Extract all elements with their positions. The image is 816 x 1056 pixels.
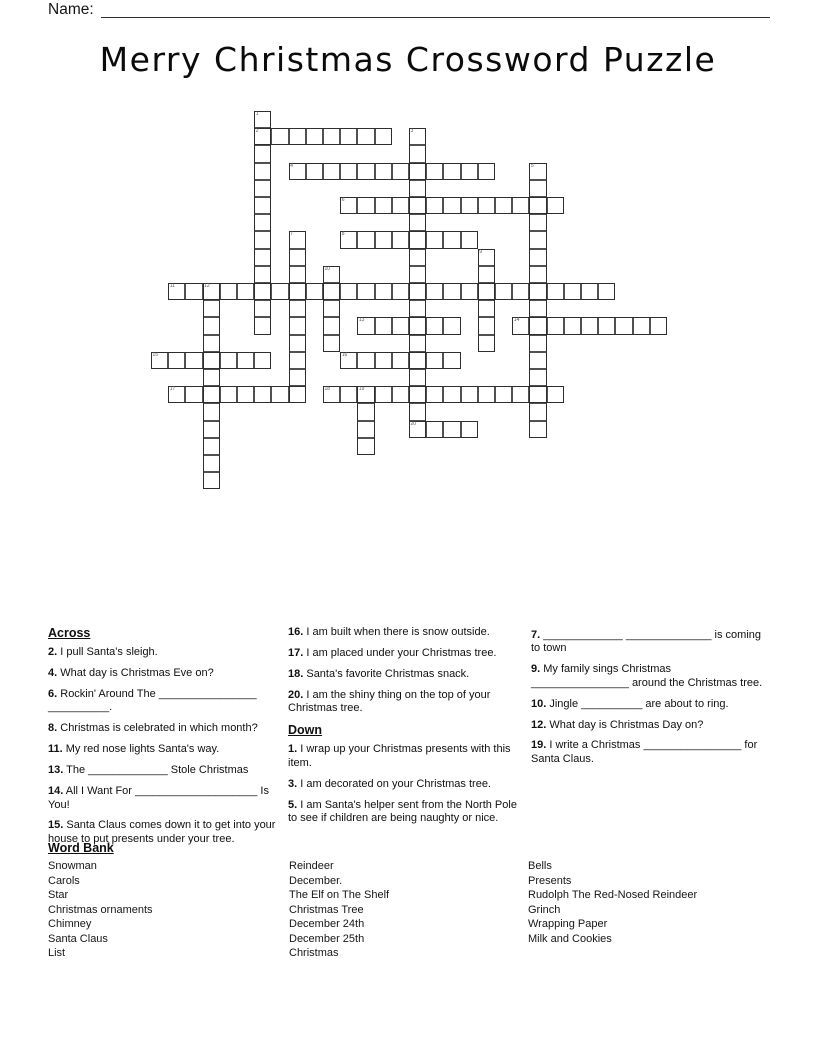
grid-cell [237, 352, 254, 369]
clue-12 [531, 719, 763, 732]
grid-cell [426, 231, 443, 248]
clue-text: I am the shiny thing on the top of your Christmas tree. [288, 688, 491, 715]
grid-cell [254, 300, 271, 317]
grid-cell [254, 163, 271, 180]
grid-cell [478, 335, 495, 352]
grid-cell [409, 266, 426, 283]
word-bank-item: Rudolph The Red-Nosed Reindeer [528, 889, 698, 902]
grid-cell [220, 352, 237, 369]
cell-number-9: 9 [479, 248, 483, 255]
grid-cell [495, 197, 512, 214]
grid-cell [357, 231, 374, 248]
clue-4 [48, 667, 288, 680]
grid-cell [392, 352, 409, 369]
grid-cell [375, 283, 392, 300]
cell-number-11: 11 [169, 283, 175, 289]
grid-cell [323, 128, 340, 145]
grid-cell [271, 386, 288, 403]
cell-number-15: 15 [152, 351, 159, 358]
clue-9 [531, 663, 763, 690]
clue-text: Jingle __________ are about to ring. [546, 697, 729, 710]
word-bank-item: Santa Claus [48, 932, 108, 945]
grid-cell [529, 403, 546, 420]
cell-number-7: 7 [290, 231, 293, 238]
grid-cell [633, 317, 650, 334]
name-label: Name: [48, 1, 94, 18]
grid-cell [409, 300, 426, 317]
clue-text: All I Want For ____________________ Is You! [48, 785, 269, 811]
grid-cell [547, 283, 564, 300]
grid-cell [461, 421, 478, 438]
word-bank-item: The Elf on The Shelf [289, 889, 390, 902]
grid-cell [254, 386, 271, 403]
grid-cell [409, 231, 426, 248]
grid-cell [529, 335, 546, 352]
grid-cell [547, 386, 564, 403]
clue-text: Santa Claus comes down it to get into your house to put presents under your tree. [48, 819, 276, 845]
word-bank-item: Carols [48, 874, 80, 887]
grid-cell [357, 197, 374, 214]
grid-cell [271, 128, 288, 145]
grid-cell [409, 197, 426, 214]
grid-cell [426, 197, 443, 214]
grid-cell [461, 163, 478, 180]
clue-13 [48, 764, 288, 777]
clue-number: 7. [531, 629, 541, 641]
grid-cell [478, 163, 495, 180]
clue-16 [288, 626, 522, 639]
grid-cell [254, 145, 271, 162]
grid-cell [426, 352, 443, 369]
crossword-grid [151, 111, 668, 491]
grid-cell [289, 386, 306, 403]
grid-cell [443, 386, 460, 403]
clue-number: 16. [288, 626, 304, 638]
grid-cell [357, 403, 374, 420]
cell-number-14: 14 [513, 317, 520, 324]
grid-cell [203, 369, 220, 386]
word-bank-column-3 [528, 859, 768, 946]
clue-text: Rockin' Around The ________________ __________. [48, 688, 257, 714]
grid-cell [495, 386, 512, 403]
grid-cell [185, 283, 202, 300]
grid-cell [512, 386, 529, 403]
grid-cell [375, 386, 392, 403]
grid-cell [581, 283, 598, 300]
clue-7 [531, 629, 763, 656]
cell-number-10: 10 [324, 265, 331, 272]
grid-cell [323, 335, 340, 352]
clue-column-middle [288, 626, 522, 833]
grid-cell [289, 300, 306, 317]
grid-cell [289, 266, 306, 283]
clue-number: 18. [288, 667, 304, 680]
cell-number-20: 20 [410, 420, 417, 427]
grid-cell [203, 421, 220, 438]
cell-number-19: 19 [358, 386, 365, 393]
grid-cell [392, 197, 409, 214]
grid-cell [426, 421, 443, 438]
grid-cell [426, 283, 443, 300]
cell-number-12: 12 [204, 283, 210, 289]
grid-cell [168, 352, 185, 369]
grid-cell [529, 421, 546, 438]
grid-cell [340, 386, 357, 403]
grid-cell [392, 317, 409, 334]
grid-cell [409, 335, 426, 352]
grid-cell [478, 317, 495, 334]
grid-cell [254, 283, 271, 300]
grid-cell [478, 300, 495, 317]
clue-11 [48, 743, 288, 756]
clue-number: 13. [48, 764, 64, 777]
clue-8 [48, 722, 288, 735]
cell-number-1: 1 [255, 111, 259, 117]
clue-20 [288, 689, 522, 716]
grid-cell [409, 317, 426, 334]
word-bank-item: Milk and Cookies [528, 932, 612, 945]
name-blank-line [101, 3, 770, 18]
grid-cell [615, 317, 632, 334]
clue-text: I wrap up your Christmas presents with this item. [288, 743, 511, 769]
grid-cell [409, 145, 426, 162]
grid-cell [203, 472, 220, 489]
grid-cell [254, 180, 271, 197]
grid-cell [185, 352, 202, 369]
clue-number: 1. [288, 743, 298, 756]
grid-cell [306, 128, 323, 145]
grid-cell [254, 231, 271, 248]
grid-cell [323, 283, 340, 300]
grid-cell [529, 231, 546, 248]
word-bank-item: Christmas [289, 947, 339, 960]
word-bank-item: Bells [528, 860, 552, 872]
clue-2 [48, 646, 288, 659]
grid-cell [409, 403, 426, 420]
word-bank-column-2 [289, 859, 519, 961]
grid-cell [392, 231, 409, 248]
grid-cell [340, 163, 357, 180]
grid-cell [254, 214, 271, 231]
grid-cell [289, 335, 306, 352]
grid-cell [409, 369, 426, 386]
clue-number: 4. [48, 667, 58, 680]
grid-cell [409, 283, 426, 300]
grid-cell [203, 352, 220, 369]
clue-text: My family sings Christmas ________________ around the Christmas tree. [531, 663, 763, 689]
grid-cell [375, 128, 392, 145]
grid-cell [203, 455, 220, 472]
grid-cell [203, 438, 220, 455]
clue-number: 14. [48, 785, 64, 798]
grid-cell [443, 317, 460, 334]
grid-cell [478, 386, 495, 403]
clue-10 [531, 698, 763, 711]
grid-cell [289, 128, 306, 145]
clue-number: 5. [288, 798, 298, 811]
grid-cell [529, 197, 546, 214]
grid-cell [529, 369, 546, 386]
grid-cell [512, 197, 529, 214]
grid-cell [529, 180, 546, 197]
word-bank-header: Word Bank [48, 841, 114, 855]
clue-3 [288, 778, 522, 791]
grid-cell [254, 317, 271, 334]
grid-cell [306, 283, 323, 300]
clue-14 [48, 785, 288, 812]
grid-cell [357, 128, 374, 145]
clue-number: 2. [48, 646, 58, 659]
word-bank-item: List [48, 947, 66, 960]
clue-header-across: Across [48, 626, 91, 640]
grid-cell [271, 283, 288, 300]
word-bank-item: Wrapping Paper [528, 918, 608, 931]
name-row [48, 2, 770, 18]
grid-cell [598, 317, 615, 334]
clue-text: What day is Christmas Eve on? [57, 667, 214, 680]
cell-number-2: 2 [255, 128, 259, 135]
grid-cell [529, 317, 546, 334]
grid-cell [529, 266, 546, 283]
word-bank-item: Presents [528, 874, 572, 887]
grid-cell [375, 197, 392, 214]
grid-cell [409, 386, 426, 403]
cell-number-17: 17 [169, 386, 176, 393]
grid-cell [512, 283, 529, 300]
cell-number-13: 13 [358, 317, 365, 324]
cell-number-8: 8 [341, 231, 345, 238]
grid-cell [495, 283, 512, 300]
clue-number: 15. [48, 819, 64, 832]
grid-cell [185, 386, 202, 403]
clue-number: 19. [531, 739, 547, 752]
grid-cell [461, 197, 478, 214]
grid-cell [461, 283, 478, 300]
grid-cell [237, 386, 254, 403]
clue-number: 8. [48, 722, 58, 735]
word-bank-item: Christmas ornaments [48, 903, 153, 916]
word-bank-item: Grinch [528, 903, 561, 916]
word-bank-item: Chimney [48, 918, 92, 931]
grid-cell [443, 421, 460, 438]
clue-number: 17. [288, 646, 304, 659]
clue-18 [288, 668, 522, 681]
grid-cell [443, 283, 460, 300]
grid-cell [392, 283, 409, 300]
clue-text: _____________ ______________ is coming to town [531, 629, 761, 655]
grid-cell [529, 386, 546, 403]
clue-number: 6. [48, 688, 58, 701]
grid-cell [306, 163, 323, 180]
grid-cell [461, 231, 478, 248]
grid-cell [409, 180, 426, 197]
word-bank-item: Reindeer [289, 860, 334, 872]
clue-text: What day is Christmas Day on? [546, 718, 704, 731]
clue-text: I am built when there is snow outside. [303, 626, 490, 638]
word-bank-item: Christmas Tree [289, 903, 364, 916]
clue-column-down [531, 629, 763, 774]
clue-text: The _____________ Stole Christmas [63, 764, 249, 777]
grid-cell [547, 197, 564, 214]
grid-cell [375, 317, 392, 334]
word-bank-column-1 [48, 859, 283, 961]
clue-text: My red nose lights Santa's way. [62, 743, 220, 756]
cell-number-16: 16 [341, 351, 348, 358]
grid-cell [323, 300, 340, 317]
grid-cell [426, 163, 443, 180]
grid-cell [254, 266, 271, 283]
grid-cell [203, 300, 220, 317]
cell-number-6: 6 [341, 197, 345, 203]
grid-cell [203, 386, 220, 403]
grid-cell [443, 352, 460, 369]
grid-cell [409, 214, 426, 231]
word-bank-item: December 24th [289, 918, 365, 931]
grid-cell [478, 283, 495, 300]
clue-text: Santa's favorite Christmas snack. [303, 667, 470, 680]
cell-number-3: 3 [410, 128, 414, 135]
grid-cell [375, 231, 392, 248]
grid-cell [289, 317, 306, 334]
grid-cell [547, 317, 564, 334]
grid-cell [203, 317, 220, 334]
grid-cell [529, 300, 546, 317]
grid-cell [392, 163, 409, 180]
grid-cell [289, 249, 306, 266]
grid-cell [289, 283, 306, 300]
grid-cell [357, 438, 374, 455]
clue-19 [531, 739, 763, 766]
clue-17 [288, 647, 522, 660]
word-bank-item: Snowman [48, 860, 97, 872]
grid-cell [529, 214, 546, 231]
grid-cell [289, 352, 306, 369]
grid-cell [254, 197, 271, 214]
grid-cell [426, 317, 443, 334]
grid-cell [529, 249, 546, 266]
cell-number-5: 5 [530, 162, 534, 169]
grid-cell [443, 197, 460, 214]
grid-cell [254, 352, 271, 369]
grid-cell [443, 231, 460, 248]
grid-cell [375, 352, 392, 369]
grid-cell [564, 283, 581, 300]
clue-number: 9. [531, 663, 541, 676]
grid-cell [237, 283, 254, 300]
grid-cell [340, 283, 357, 300]
grid-cell [289, 369, 306, 386]
clue-6 [48, 688, 288, 715]
grid-cell [220, 283, 237, 300]
word-bank-item: December 25th [289, 932, 365, 945]
cell-number-4: 4 [290, 162, 293, 169]
grid-cell [340, 128, 357, 145]
grid-cell [357, 352, 374, 369]
grid-cell [357, 163, 374, 180]
grid-cell [581, 317, 598, 334]
clue-column-across [48, 626, 288, 854]
grid-cell [564, 317, 581, 334]
grid-cell [323, 317, 340, 334]
grid-cell [203, 335, 220, 352]
grid-cell [203, 403, 220, 420]
grid-cell [529, 283, 546, 300]
grid-cell [220, 386, 237, 403]
grid-cell [461, 386, 478, 403]
clue-text: Christmas is celebrated in which month? [57, 722, 258, 735]
clue-1 [288, 743, 522, 770]
clue-text: I write a Christmas ________________ for Santa Claus. [531, 739, 758, 765]
clue-number: 3. [288, 777, 298, 790]
clue-text: I am decorated on your Christmas tree. [297, 777, 491, 790]
grid-cell [529, 352, 546, 369]
grid-cell [478, 197, 495, 214]
grid-cell [254, 249, 271, 266]
grid-cell [409, 163, 426, 180]
grid-cell [409, 352, 426, 369]
grid-cell [323, 163, 340, 180]
clue-header-down: Down [288, 723, 323, 738]
word-bank-item: December. [289, 874, 343, 887]
grid-cell [357, 283, 374, 300]
grid-cell [392, 386, 409, 403]
clue-5 [288, 799, 522, 826]
grid-cell [409, 249, 426, 266]
grid-cell [478, 266, 495, 283]
page-title: Merry Christmas Crossword Puzzle [99, 40, 717, 79]
word-bank-item: Star [48, 889, 69, 902]
clue-number: 10. [531, 697, 547, 710]
grid-cell [375, 163, 392, 180]
clue-text: I pull Santa's sleigh. [57, 646, 158, 659]
grid-cell [598, 283, 615, 300]
cell-number-18: 18 [324, 386, 331, 393]
grid-cell [650, 317, 667, 334]
clue-text: I am placed under your Christmas tree. [303, 646, 497, 659]
clue-number: 12. [531, 718, 547, 731]
grid-cell [357, 421, 374, 438]
grid-cell [443, 163, 460, 180]
clue-number: 20. [288, 688, 304, 701]
clue-number: 11. [48, 743, 63, 756]
clue-text: I am Santa's helper sent from the North Pole to see if children are being naughty or nice. [288, 798, 517, 824]
grid-cell [426, 386, 443, 403]
